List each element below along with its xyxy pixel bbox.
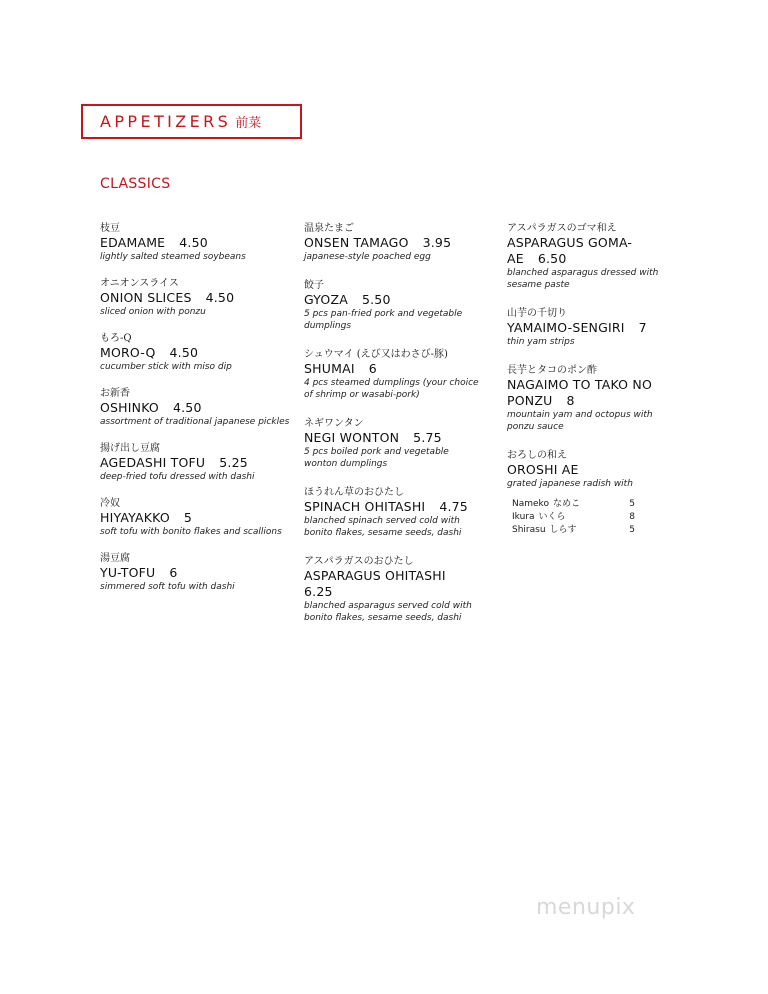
option-row	[512, 511, 635, 524]
item-price: 6.50	[537, 251, 567, 266]
item-name: EDAMAME	[100, 235, 166, 250]
menu-item	[100, 552, 290, 593]
item-description: thin yam strips	[507, 337, 575, 347]
appetizers-header	[81, 104, 302, 139]
menu-item	[304, 555, 479, 624]
item-price: 5.50	[361, 292, 391, 307]
item-name: NAGAIMO TO TAKO NO PONZU	[507, 377, 652, 408]
item-description: 5 pcs boiled pork and vegetable wonton dumplings	[304, 447, 449, 469]
item-jp-name: オニオンスライス	[100, 278, 179, 289]
item-price: 3.95	[422, 235, 452, 250]
item-jp-name: 湯豆腐	[100, 553, 130, 564]
menu-item	[100, 222, 290, 263]
item-description: 4 pcs steamed dumplings (your choice of shrimp or wasabi-pork)	[304, 378, 479, 400]
section-title: CLASSICS	[100, 176, 171, 192]
item-name: OROSHI AE	[507, 462, 579, 477]
item-price: 7	[638, 320, 647, 335]
oroshi-options	[512, 498, 677, 537]
item-description: assortment of traditional japanese pickles	[100, 417, 290, 427]
item-name: SPINACH OHITASHI	[304, 499, 426, 514]
item-price: 4.50	[179, 235, 208, 250]
item-name-line	[100, 345, 290, 361]
item-jp-name: ネギワンタン	[304, 418, 364, 429]
item-name-line	[304, 499, 479, 515]
item-jp-name: もろ-Q	[100, 333, 132, 344]
header-title: APPETIZERS	[100, 112, 232, 131]
item-price: 4.75	[439, 499, 468, 514]
menu-column-2	[304, 222, 479, 640]
item-name-line	[100, 235, 290, 251]
item-price: 5	[183, 510, 193, 525]
item-name-line	[100, 510, 290, 526]
item-price: 6.25	[304, 584, 333, 599]
option-label	[512, 524, 577, 537]
item-name: HIYAYAKKO	[100, 510, 170, 525]
item-jp-name: ほうれん草のおひたし	[304, 487, 404, 498]
option-name: Shirasu	[512, 525, 546, 535]
option-name: Nameko	[512, 499, 549, 509]
item-jp-name: おろしの和え	[507, 450, 567, 461]
item-name-line	[100, 565, 290, 581]
item-name: YAMAIMO-SENGIRI	[507, 320, 625, 335]
item-name-line	[304, 235, 479, 251]
menu-item	[507, 449, 677, 537]
item-jp-name: アスパラガスのおひたし	[304, 556, 414, 567]
item-jp-name: 枝豆	[100, 223, 120, 234]
item-name: OSHINKO	[100, 400, 159, 415]
item-price: 4.50	[205, 290, 235, 305]
item-name: NEGI WONTON	[304, 430, 400, 445]
option-jp: いくら	[538, 512, 566, 522]
menu-item	[100, 387, 290, 428]
item-jp-name: 山芋の千切り	[507, 308, 567, 319]
menu-item	[304, 222, 479, 263]
item-description: sliced onion with ponzu	[100, 307, 206, 317]
header-title-jp: 前菜	[235, 116, 262, 131]
option-jp: しらす	[549, 525, 577, 535]
menu-item	[304, 417, 479, 470]
item-price: 6	[368, 361, 377, 376]
item-jp-name: 揚げ出し豆腐	[100, 443, 160, 454]
item-description: mountain yam and octopus with ponzu sauce	[507, 410, 653, 432]
item-price: 6	[169, 565, 178, 580]
item-name-line	[304, 568, 479, 600]
item-name-line	[304, 292, 479, 308]
item-description: deep-fried tofu dressed with dashi	[100, 472, 255, 482]
item-name-line	[304, 430, 479, 446]
item-description: simmered soft tofu with dashi	[100, 582, 235, 592]
watermark: menupix	[536, 895, 636, 920]
item-name: YU-TOFU	[100, 565, 156, 580]
option-price: 8	[629, 512, 635, 522]
option-row	[512, 524, 635, 537]
item-name: ASPARAGUS OHITASHI	[304, 568, 446, 583]
item-price: 8	[566, 393, 575, 408]
menu-item	[100, 442, 290, 483]
item-name-line	[100, 455, 290, 471]
menu-column-3	[507, 222, 677, 553]
option-label	[512, 498, 580, 511]
item-name: ONION SLICES	[100, 290, 192, 305]
menu-item	[507, 364, 677, 433]
item-jp-name: シュウマイ (えび又はわさび-豚)	[304, 349, 448, 360]
item-name: AGEDASHI TOFU	[100, 455, 206, 470]
item-description: 5 pcs pan-fried pork and vegetable dumplings	[304, 309, 463, 331]
item-name: SHUMAI	[304, 361, 355, 376]
item-jp-name: アスパラガスのゴマ和え	[507, 223, 617, 234]
option-price: 5	[629, 525, 635, 535]
item-name-line	[100, 290, 290, 306]
menu-item	[100, 497, 290, 538]
item-jp-name: お新香	[100, 388, 130, 399]
item-description: cucumber stick with miso dip	[100, 362, 232, 372]
item-name: GYOZA	[304, 292, 348, 307]
menu-item	[304, 486, 479, 539]
menu-item	[304, 279, 479, 332]
menu-item	[507, 307, 677, 348]
item-name-line	[507, 320, 677, 336]
item-price: 4.50	[169, 345, 199, 360]
item-name: MORO-Q	[100, 345, 156, 360]
item-description: japanese-style poached egg	[304, 252, 431, 262]
item-jp-name: 餃子	[304, 280, 324, 291]
item-jp-name: 温泉たまご	[304, 223, 354, 234]
menu-item	[507, 222, 677, 291]
item-description: soft tofu with bonito flakes and scallions	[100, 527, 282, 537]
menu-item	[100, 277, 290, 318]
item-description: blanched asparagus dressed with sesame paste	[507, 268, 659, 290]
option-name: Ikura	[512, 512, 535, 522]
option-label	[512, 511, 566, 524]
item-jp-name: 長芋とタコのポン酢	[507, 365, 597, 376]
item-name-line	[507, 377, 677, 409]
item-name-line	[507, 235, 677, 267]
item-price: 5.25	[219, 455, 248, 470]
item-name: ONSEN TAMAGO	[304, 235, 409, 250]
option-jp: なめこ	[552, 499, 580, 509]
option-row	[512, 498, 635, 511]
item-name-line	[100, 400, 290, 416]
item-description: blanched spinach served cold with bonito flakes, sesame seeds, dashi	[304, 516, 462, 538]
option-price: 5	[629, 499, 635, 509]
item-jp-name: 冷奴	[100, 498, 120, 509]
menu-item	[304, 348, 479, 401]
item-name-line	[304, 361, 479, 377]
item-description: lightly salted steamed soybeans	[100, 252, 246, 262]
menu-item	[100, 332, 290, 373]
item-description: blanched asparagus served cold with bonito flakes, sesame seeds, dashi	[304, 601, 472, 623]
item-price: 5.75	[413, 430, 442, 445]
item-name: ASPARAGUS GOMA-AE	[507, 235, 633, 266]
menu-column-1	[100, 222, 290, 607]
item-price: 4.50	[172, 400, 202, 415]
item-description: grated japanese radish with	[507, 479, 633, 489]
item-name-line	[507, 462, 677, 478]
